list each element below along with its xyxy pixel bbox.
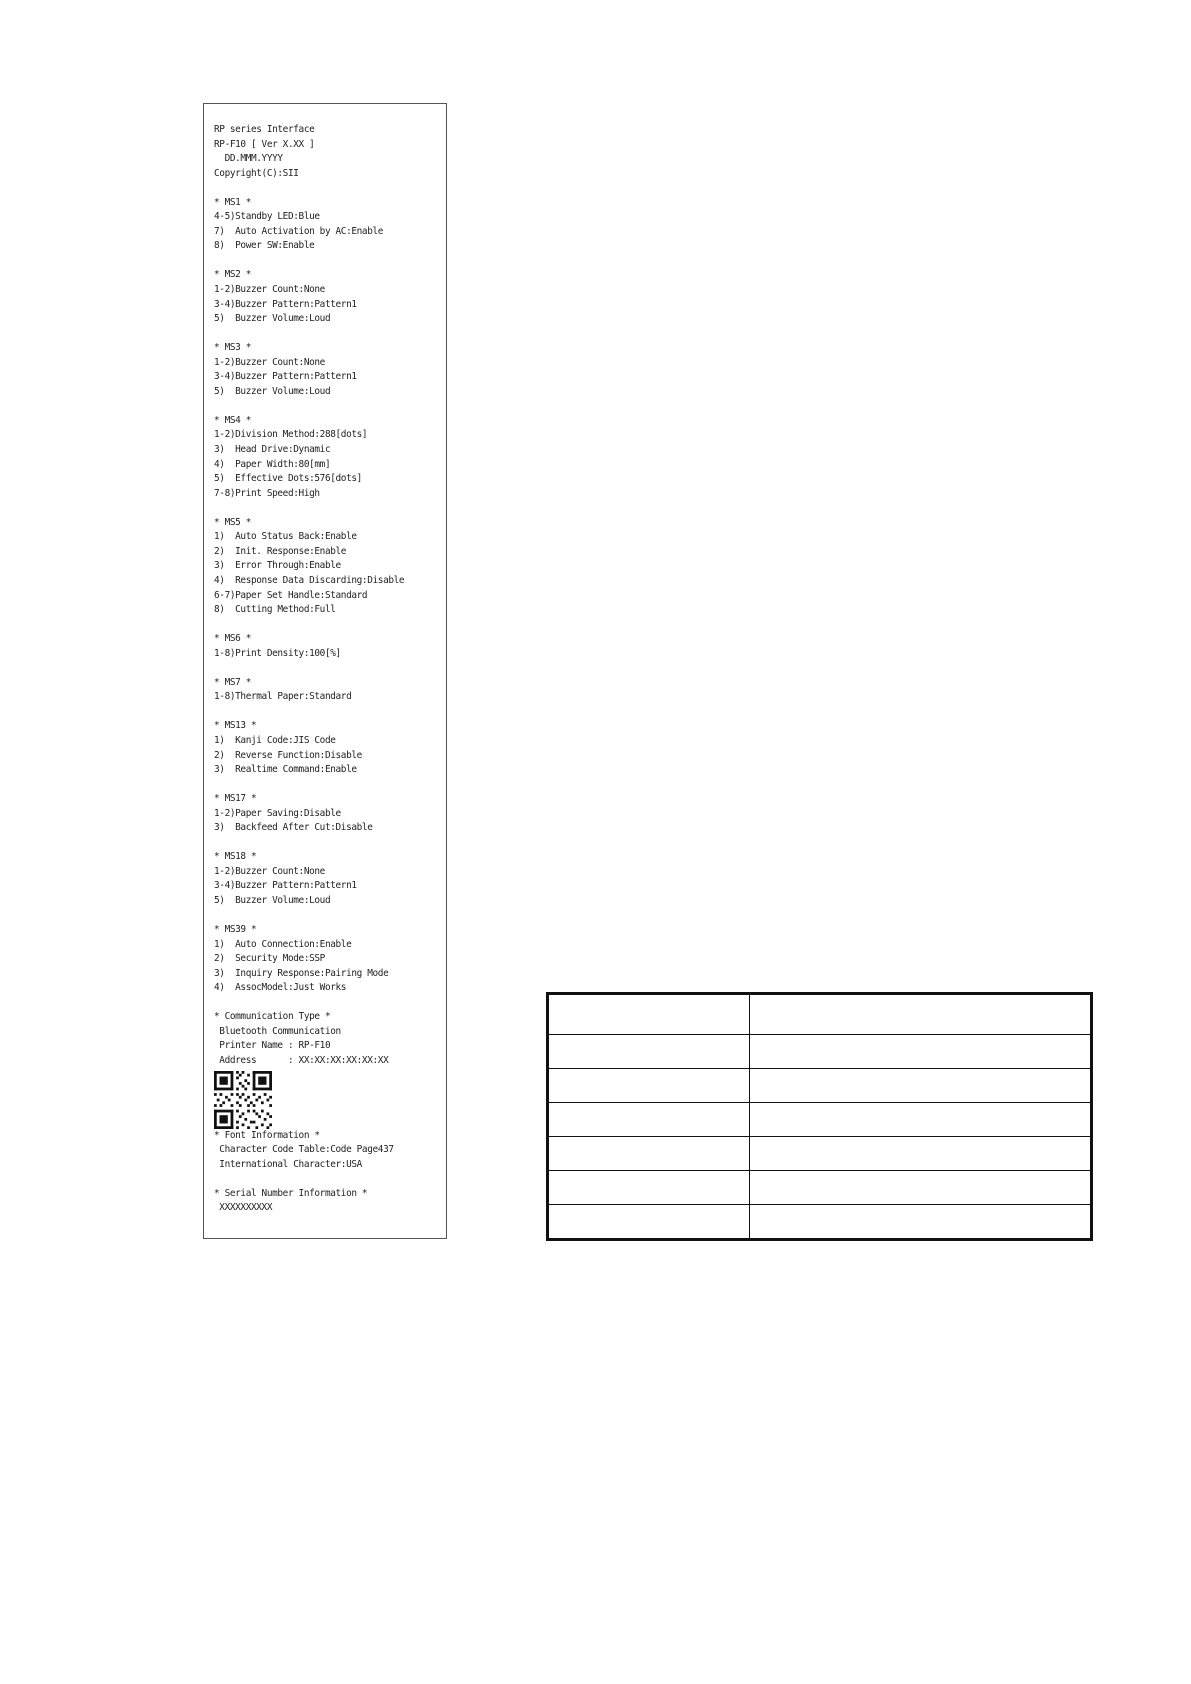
- table-cell: [548, 1171, 750, 1205]
- setting-line: 1-8)Print Density:100[%]: [214, 647, 341, 659]
- blank-line: [214, 996, 430, 1011]
- setting-line: 5) Buzzer Volume:Loud: [214, 894, 331, 906]
- setting-line: 3-4)Buzzer Pattern:Pattern1: [214, 880, 357, 892]
- setting-line: 8) Power SW:Enable: [214, 240, 315, 252]
- blank-line: [214, 327, 430, 342]
- blank-line: [214, 778, 430, 793]
- table-row: [548, 1103, 1092, 1137]
- receipt-text: [214, 123, 444, 1216]
- setting-line: 8) Cutting Method:Full: [214, 604, 336, 616]
- table-cell: [750, 1137, 1092, 1171]
- table-row: [548, 1069, 1092, 1103]
- table-cell: [750, 1205, 1092, 1240]
- setting-line: 1-2)Buzzer Count:None: [214, 356, 325, 368]
- section-title: * Font Information *: [214, 1129, 320, 1141]
- table-row: [548, 1137, 1092, 1171]
- setting-line: 4-5)Standby LED:Blue: [214, 211, 320, 223]
- table-cell: [750, 1035, 1092, 1069]
- setting-line: 1) Auto Status Back:Enable: [214, 531, 357, 543]
- setting-line: Printer Name : RP-F10: [214, 1040, 331, 1052]
- table-cell: [750, 1069, 1092, 1103]
- setting-line: Character Code Table:Code Page437: [214, 1144, 394, 1156]
- section-title: * MS18 *: [214, 851, 257, 863]
- blank-line: [214, 399, 430, 414]
- setting-line: 4) AssocModel:Just Works: [214, 982, 347, 994]
- table-header-row: [548, 994, 1092, 1035]
- table-row: [548, 1035, 1092, 1069]
- table-cell: [548, 1069, 750, 1103]
- setting-line: XXXXXXXXXX: [214, 1202, 273, 1214]
- setting-line: 5) Effective Dots:576[dots]: [214, 473, 362, 485]
- setting-line: 4) Response Data Discarding:Disable: [214, 574, 405, 586]
- table-cell: [548, 1103, 750, 1137]
- table-row: [548, 1205, 1092, 1240]
- blank-line: [214, 909, 430, 924]
- setting-line: 1) Auto Connection:Enable: [214, 938, 352, 950]
- blank-line: [214, 661, 430, 676]
- section-title: * MS17 *: [214, 793, 257, 805]
- setting-line: 3) Backfeed After Cut:Disable: [214, 822, 373, 834]
- blank-line: [214, 618, 430, 633]
- table-cell: [548, 1137, 750, 1171]
- section-title: * MS39 *: [214, 924, 257, 936]
- section-title: * MS5 *: [214, 516, 251, 528]
- receipt-header-line: Copyright(C):SII: [214, 167, 299, 179]
- blank-line: [214, 705, 430, 720]
- table-cell: [548, 994, 750, 1035]
- section-title: * Communication Type *: [214, 1011, 331, 1023]
- setting-line: 1-2)Division Method:288[dots]: [214, 429, 368, 441]
- blank-line: [214, 501, 430, 516]
- blank-table-container: [546, 992, 1093, 1241]
- table-row: [548, 1171, 1092, 1205]
- setting-line: International Character:USA: [214, 1158, 362, 1170]
- section-title: * MS1 *: [214, 196, 251, 208]
- setting-line: 3) Error Through:Enable: [214, 560, 341, 572]
- setting-line: 3) Head Drive:Dynamic: [214, 444, 331, 456]
- section-title: * MS2 *: [214, 269, 251, 281]
- setting-line: 2) Reverse Function:Disable: [214, 749, 362, 761]
- section-title: * Serial Number Information *: [214, 1187, 368, 1199]
- section-title: * MS6 *: [214, 633, 251, 645]
- receipt-header-line: RP series Interface: [214, 124, 315, 135]
- table-cell: [548, 1205, 750, 1240]
- setting-line: 1-8)Thermal Paper:Standard: [214, 691, 352, 703]
- blank-table: [546, 992, 1093, 1241]
- setting-line: 1-2)Buzzer Count:None: [214, 865, 325, 877]
- section-title: * MS13 *: [214, 720, 257, 732]
- section-title: * MS3 *: [214, 342, 251, 354]
- setting-line: 2) Security Mode:SSP: [214, 953, 325, 965]
- setting-line: 1-2)Paper Saving:Disable: [214, 807, 341, 819]
- setting-line: 3) Realtime Command:Enable: [214, 764, 357, 776]
- setting-line: 3) Inquiry Response:Pairing Mode: [214, 967, 389, 979]
- qr-code-icon: [214, 1071, 272, 1129]
- setting-line: Bluetooth Communication: [214, 1025, 341, 1037]
- table-cell: [750, 994, 1092, 1035]
- receipt-header-line: RP-F10 [ Ver X.XX ]: [214, 138, 315, 150]
- setting-line: 5) Buzzer Volume:Loud: [214, 385, 331, 397]
- self-print-receipt: [203, 103, 447, 1239]
- receipt-header-line: DD.MMM.YYYY: [214, 153, 283, 165]
- setting-line: 3-4)Buzzer Pattern:Pattern1: [214, 298, 357, 310]
- blank-line: [214, 181, 430, 196]
- blank-line: [214, 836, 430, 851]
- setting-line: Address : XX:XX:XX:XX:XX:XX: [214, 1055, 389, 1066]
- table-cell: [750, 1171, 1092, 1205]
- table-cell: [750, 1103, 1092, 1137]
- setting-line: 2) Init. Response:Enable: [214, 545, 347, 557]
- setting-line: 3-4)Buzzer Pattern:Pattern1: [214, 371, 357, 383]
- setting-line: 5) Buzzer Volume:Loud: [214, 313, 331, 325]
- setting-line: 1-2)Buzzer Count:None: [214, 284, 325, 296]
- setting-line: 7-8)Print Speed:High: [214, 487, 320, 499]
- section-title: * MS7 *: [214, 676, 251, 688]
- blank-line: [214, 1172, 430, 1187]
- setting-line: 4) Paper Width:80[mm]: [214, 458, 331, 470]
- setting-line: 1) Kanji Code:JIS Code: [214, 734, 336, 746]
- table-cell: [548, 1035, 750, 1069]
- section-title: * MS4 *: [214, 414, 251, 426]
- setting-line: 7) Auto Activation by AC:Enable: [214, 225, 384, 237]
- blank-line: [214, 254, 430, 269]
- setting-line: 6-7)Paper Set Handle:Standard: [214, 589, 368, 601]
